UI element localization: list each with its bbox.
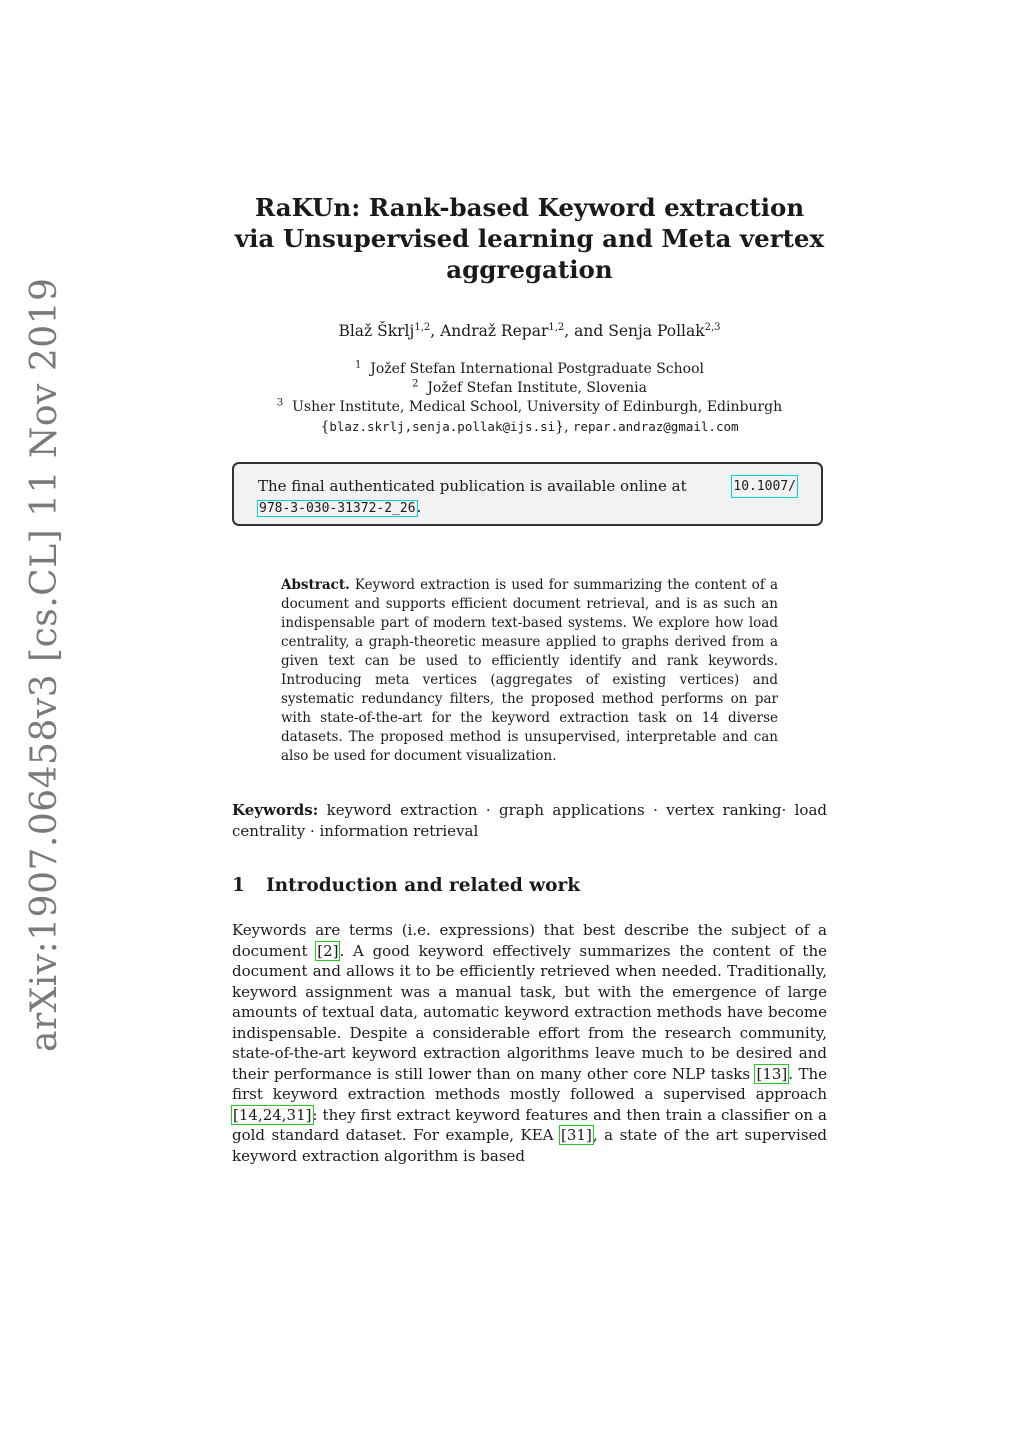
affiliation-text: Usher Institute, Medical School, University of Edinburgh, Edinburgh [292,399,783,415]
intro-paragraph [232,920,827,1166]
abstract-label: Abstract. [281,577,350,593]
section-heading [232,875,580,896]
intro-text: Keywords are terms (i.e. expressions) that best describe the subject of a document [232,921,827,960]
keywords-label: Keywords: [232,801,319,819]
author-name: Blaž Škrlj [338,322,415,340]
email-line [232,417,827,437]
keywords [232,800,827,842]
email-brace-close: }, [555,419,569,435]
citation-link[interactable]: [13] [756,1064,788,1083]
intro-text: : they first extract keyword features and then train a classifier on a gold standard dataset. For example, KEA [232,1105,827,1144]
citation-link[interactable]: [14,24,31] [233,1105,312,1124]
author-name: Senja Pollak [608,322,705,340]
affiliation-number: 2 [412,378,419,390]
citation-link[interactable]: [31] [561,1126,592,1144]
notice-text: The final authenticated publication is available online at [258,477,687,495]
intro-text: . The first keyword extraction methods mostly followed a supervised approach [232,1064,827,1103]
abstract [281,576,778,766]
section-title: Introduction and related work [266,875,581,896]
author-list [232,322,827,340]
affiliation-text: Jožef Stefan Institute, Slovenia [427,380,647,396]
author-affiliation-marks: 2,3 [704,321,721,333]
citation-link[interactable]: [2] [317,941,339,960]
affiliation-text: Jožef Stefan International Postgraduate School [370,361,704,377]
affiliation-line [232,360,827,379]
email-group: blaz.skrlj,senja.pollak@ijs.si [329,419,556,434]
section-number: 1 [232,875,245,896]
email-address: repar.andraz@gmail.com [572,419,739,434]
keywords-text: keyword extraction · graph applications · vertex ranking· load centrality · information retrieval [232,801,827,840]
notice-line [258,497,797,519]
author-affiliation-marks: 1,2 [548,321,565,333]
affiliation-line [232,398,827,417]
author-separator: , and [564,322,609,340]
affiliation-list [232,360,827,437]
intro-text: , a state of the art supervised keyword extraction algorithm is based [232,1126,827,1165]
doi-link-part1[interactable]: 10.1007/ [732,476,797,497]
email-brace-open: { [320,419,330,435]
affiliation-number: 3 [276,397,284,409]
notice-end: . [416,498,422,516]
abstract-text: Keyword extraction is used for summarizing the content of a document and supports efficient document retrieval, and is as such an indispensable part of modern text-based systems. We explore how load centrality, a graph-theoretic measure applied to graphs derived from a given text can be used to efficiently identify and rank keywords. Introducing meta vertices (aggregates of existing vertices) and systematic redundancy filters, the proposed method performs on par with state-of-the-art for the keyword extraction task on 14 diverse datasets. The proposed method is unsupervised, interpretable and can also be used for document visualization. [281,577,778,764]
notice-line [258,476,797,497]
intro-text: . A good keyword effectively summarizes the content of the document and allows it to be efficiently retrieved when needed. Traditionally, keyword assignment was a manual task, but with the emergence of large amounts of textual data, automatic keyword extraction methods have become indispensable. Despite a considerable effort from the research community, state-of-the-art keyword extraction algorithms leave much to be desired and their performance is still lower than on many other core NLP tasks [232,941,827,1083]
paper-title: RaKUn: Rank-based Keyword extraction via Unsupervised learning and Meta vertex aggregation [234,193,825,284]
author-affiliation-marks: 1,2 [414,321,431,333]
affiliation-number: 1 [354,359,362,371]
author-separator: , [430,322,441,340]
arxiv-identifier: arXiv:1907.06458v3 [cs.CL] 11 Nov 2019 [24,277,65,1052]
author-name: Andraž Repar [440,322,549,340]
affiliation-line [232,379,827,398]
doi-link-part2[interactable]: 978-3-030-31372-2_26 [259,501,416,516]
publication-notice-box [232,462,823,526]
